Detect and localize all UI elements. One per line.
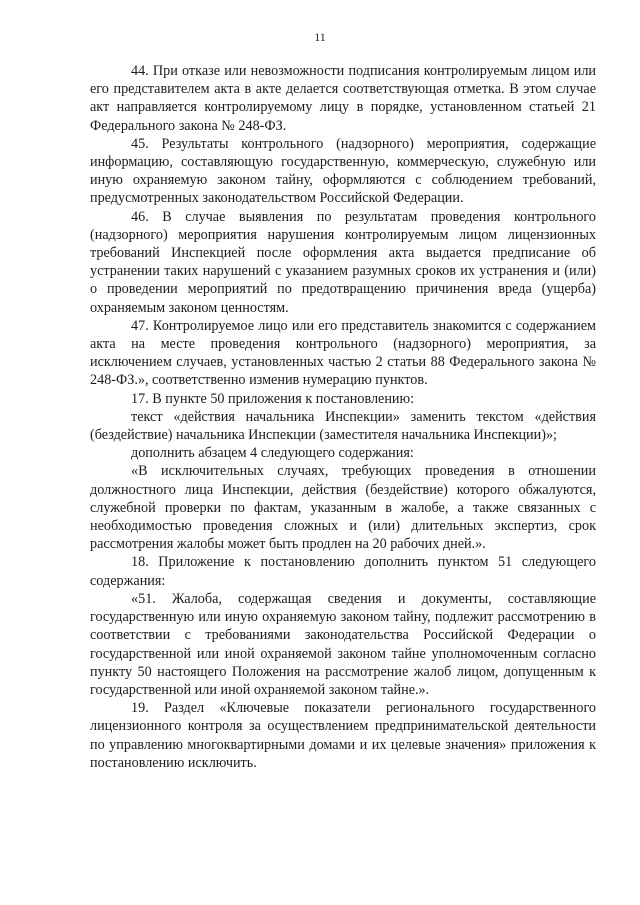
paragraph-51-quote: «51. Жалоба, содержащая сведения и документы, составляющие государственную или иную охраняемую законом тайну, подлежит рассмотрению в соответствии с требованиями законодательства Российской Федерации о государственной или иной охраняемой законом тайне уполномоченным согласно пункту 50 настоящего Положения на рассмотрение жалоб лицом, допущенным к государственной или иной охраняемой законом тайне.».: [90, 590, 596, 698]
paragraph-item-17-quote: «В исключительных случаях, требующих проведения в отношении должностного лица Инспекции, действия (бездействие) которого обжалуются, служебной проверки по фактам, указанным в жалобе, а также связанных с необходимостью проведения сложных и (или) длительных экспертиз, срок рассмотрения жалобы может быть продлен на 20 рабочих дней.».: [90, 463, 596, 553]
paragraph-item-19: 19. Раздел «Ключевые показатели регионального государственного лицензионного контроля за осуществлением предпринимательской деятельности по управлению многоквартирными домами и их целевые значения» приложения к постановлению исключить.: [90, 700, 596, 771]
paragraph-item-17-add-abzac: дополнить абзацем 4 следующего содержания:: [131, 445, 414, 462]
paragraph-item-17: 17. В пункте 50 приложения к постановлению:: [131, 390, 415, 407]
paragraph-item-18: 18. Приложение к постановлению дополнить пунктом 51 следующего содержания:: [90, 554, 596, 589]
paragraph-45: 45. Результаты контрольного (надзорного) мероприятия, содержащие информацию, составляющую государственную, коммерческую, служебную или иную охраняемую законом тайну, оформляются с соблюдением требований, предусмотренных законодательством Российской Федерации.: [90, 135, 596, 207]
paragraph-item-17-text-replace: текст «действия начальника Инспекции» заменить текстом «действия (бездействие) начальника Инспекции (заместителя начальника Инспекции)»;: [90, 408, 596, 444]
paragraph-44: 44. При отказе или невозможности подписания контролируемым лицом или его представителем акта в акте делается соответствующая отметка. В этом случае акт направляется контролируемому лицу в порядке, установленном статьей 21 Федерального закона № 248-ФЗ.: [90, 63, 596, 134]
paragraph-46: 46. В случае выявления по результатам проведения контрольного (надзорного) мероприятия нарушения контролируемым лицом лицензионных требований Инспекцией после оформления акта выдается предписание об устранении таких нарушений с указанием разумных сроков их устранения и (или) о проведении мероприятий по предотвращению причинения вреда (ущерба) охраняемым законом ценностям.: [90, 208, 596, 316]
paragraph-47: 47. Контролируемое лицо или его представитель знакомится с содержанием акта на месте проведения контрольного (надзорного) мероприятия, за исключением случаев, установленных частью 2 статьи 88 Федерального закона № 248-ФЗ.», соответственно изменив нумерацию пунктов.: [90, 317, 596, 389]
document-body: [90, 62, 596, 772]
page-number: 11: [314, 30, 326, 44]
